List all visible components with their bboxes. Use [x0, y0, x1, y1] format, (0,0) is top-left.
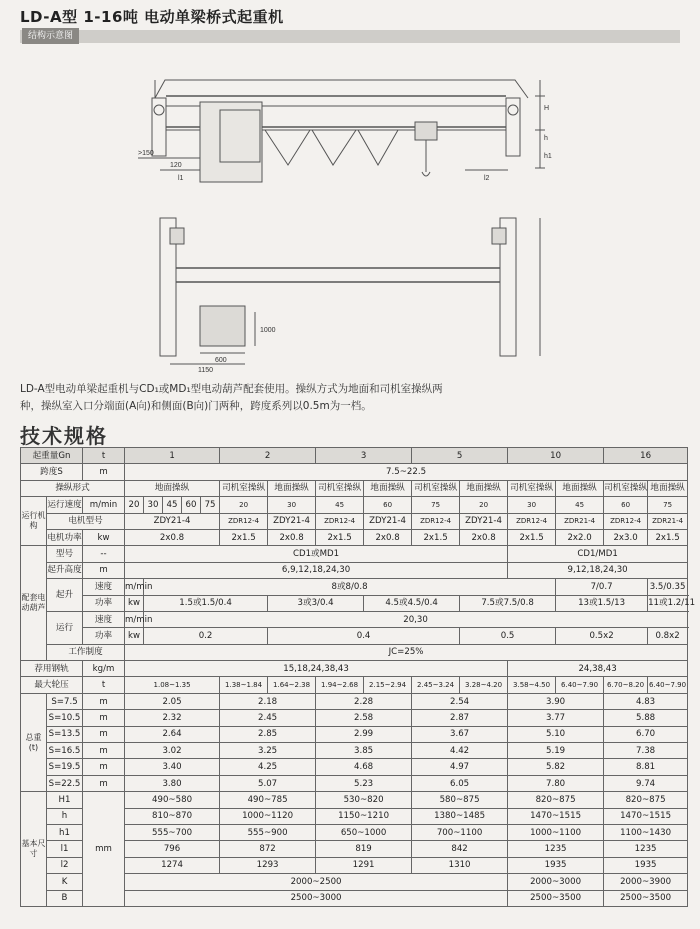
table-row: 起升 速度 m/min 8或8/0.8 7/0.7 3.5/0.35: [21, 579, 688, 595]
description: [20, 381, 670, 415]
page-title: LD-A型 1-16吨 电动单梁桥式起重机: [20, 8, 284, 26]
table-row: S=10.5 m 2.32 2.45 2.58 2.87 3.77 5.88: [21, 710, 688, 726]
section-bar: [20, 30, 680, 43]
dim-1000: 1000: [260, 327, 276, 334]
crane-structure-diagram: [20, 50, 680, 375]
table-row: l1 796 872 819 842 1235 1235: [21, 841, 688, 857]
spec-heading: 技术规格: [20, 424, 108, 448]
table-row: 荐用钢轨 kg/m 15,18,24,38,43 24,38,43: [21, 661, 688, 677]
table-row: 功率 kw 0.2 0.4 0.5 0.5x2 0.8x2: [21, 628, 688, 644]
table-row: h 810~870 1000~1120 1150~1210 1380~1485 1470~1515 1470~1515: [21, 808, 688, 824]
dim-h: h: [544, 135, 548, 142]
table-row: 运行 速度 m/min 20,30: [21, 611, 688, 627]
dim-l2: l2: [484, 175, 490, 182]
table-row: 功率 kw 1.5或1.5/0.4 3或3/0.4 4.5或4.5/0.4 7.5或7.5/0.8 13或1.5/13 11或1.2/11: [21, 595, 688, 611]
dim-120: 120: [170, 162, 182, 169]
table-row: 总重(t) S=7.5 m 2.05 2.18 2.28 2.54 3.90 4.83: [21, 693, 688, 709]
spec-table: [20, 447, 696, 907]
table-row: 运行机构 运行速度 m/min 20 30 45 60 75 20 30 45 60 75 20 30 45 60 75: [21, 497, 688, 513]
table-row: 电机型号 ZDY21-4 ZDR12-4 ZDY21-4 ZDR12-4 ZDY21-4 ZDR12-4 ZDY21-4 ZDR12-4 ZDR21-4 ZDR12-4 ZDR21-4: [21, 513, 688, 529]
table-row: S=16.5 m 3.02 3.25 3.85 4.42 5.19 7.38: [21, 743, 688, 759]
table-row: l2 1274 1293 1291 1310 1935 1935: [21, 857, 688, 873]
dim-h1: h1: [544, 153, 552, 160]
table-row: 操纵形式 地面操纵 司机室操纵 地面操纵 司机室操纵 地面操纵 司机室操纵 地面操纵 司机室操纵 地面操纵 司机室操纵 地面操纵: [21, 480, 688, 496]
dim-H: H: [544, 105, 550, 112]
dim-l1: l1: [178, 175, 184, 182]
side-view: [138, 80, 545, 182]
dim-600: 600: [215, 357, 227, 364]
table-row: 基本尺寸 H1 mm 490~580 490~785 530~820 580~875 820~875 820~875: [21, 792, 688, 808]
table-row: B 2500~3000 2500~3500 2500~3500: [21, 890, 688, 906]
dim-1150: 1150: [198, 367, 214, 374]
table-row: K 2000~2500 2000~3000 2000~3900: [21, 874, 688, 890]
table-row: 电机功率 kw 2x0.8 2x1.5 2x0.8 2x1.5 2x0.8 2x1.5 2x0.8 2x1.5 2x2.0 2x3.0 2x1.5: [21, 529, 688, 545]
cell-capacity-label: 起重量Gn: [21, 448, 83, 464]
table-row: S=13.5 m 2.64 2.85 2.99 3.67 5.10 6.70: [21, 726, 688, 742]
plan-view: [160, 218, 540, 364]
table-row: 起重量Gn t 1 2 3 5 10 16: [21, 448, 688, 464]
section-subtitle: 结构示意图: [22, 28, 79, 44]
dim-gt150: >150: [138, 150, 154, 157]
table-row: 配套电动葫芦 型号 -- CD1或MD1 CD1/MD1: [21, 546, 688, 562]
description-line-2: 种，操纵室入口分端面(A向)和侧面(B向)门两种，跨度系列以0.5m为一档。: [20, 400, 372, 412]
table-row: h1 555~700 555~900 650~1000 700~1100 1000~1100 1100~1430: [21, 824, 688, 840]
table-row: S=19.5 m 3.40 4.25 4.68 4.97 5.82 8.81: [21, 759, 688, 775]
table-row: 起升高度 m 6,9,12,18,24,30 9,12,18,24,30: [21, 562, 688, 578]
table-row: 最大轮压 t 1.08~1.35 1.38~1.84 1.64~2.38 1.94~2.68 2.15~2.94 2.45~3.24 3.28~4.20 3.58~4.50 6.40~7.90 6.70~8.20 6.40~7.90: [21, 677, 688, 693]
table-row: 工作制度 JC=25%: [21, 644, 688, 660]
table-row: S=22.5 m 3.80 5.07 5.23 6.05 7.80 9.74: [21, 775, 688, 791]
description-line-1: LD-A型电动单梁起重机与CD₁或MD₁型电动葫芦配套使用。操纵方式为地面和司机室操纵两: [20, 383, 443, 395]
table-row: 跨度S m 7.5~22.5: [21, 464, 688, 480]
